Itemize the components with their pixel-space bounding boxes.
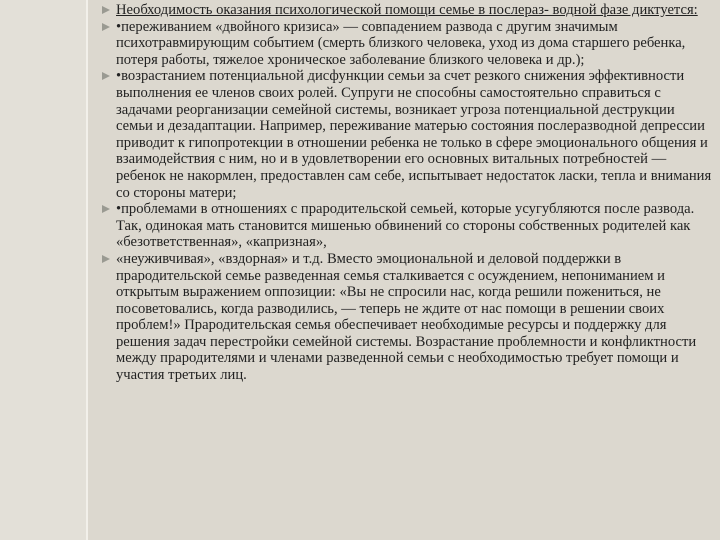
bullet-text-5: «неуживчивая», «вздорная» и т.д. Вместо эмоциональной и деловой поддержки в прародительской семье разведенная семья сталкивается с осуждением, непониманием и открытым выражением оппозиции: «Вы не спросили нас, когда решили пожениться, не посоветовались, когда разводились, — теперь не ждите от нас помощи в решении своих проблем!» Прародительская семья обеспечивает необходимые ресурсы и поддержку для решения задач перестройки семейной системы. Возрастание проблемности и конфликтности между прародителями и членами разведенной семьи с необходимостью требует помощи и участия третьих лиц. <box>116 250 697 384</box>
left-margin-band <box>0 0 86 540</box>
vertical-divider <box>86 0 88 540</box>
arrow-bullet-icon <box>102 255 110 263</box>
bullet-item-5 <box>102 251 714 384</box>
arrow-bullet-icon <box>102 6 110 14</box>
arrow-bullet-icon <box>102 23 110 31</box>
bullet-item-4 <box>102 201 714 251</box>
bullet-item-1 <box>102 2 714 19</box>
bullet-text-3: •возрастанием потенциальной дисфункции семьи за счет резкого снижения эффективности выполнения ее членов своих ролей. Супруги не способны самостоятельно справиться с задачами реорганизации семейной системы, возникает угроза потенциальной деструкции семьи и дезадаптации. Например, переживание матерью состояния послеразводной депрессии приводит к гипопротекции в отношении ребенка не только в сфере эмоционального общения и взаимодействия с ним, но и в удовлетворении его основных витальных потребностей — ребенок не накормлен, предоставлен сам себе, испытывает недостаток ласки, тепла и внимания со стороны матери; <box>116 68 712 201</box>
bullet-text-2: •переживанием «двойного кризиса» — совпадением развода с другим значимым психотравмирующим событием (смерть близкого человека, уход из дома старшего ребенка, потеря работы, тяжелое хроническое заболевание близкого человека и др.); <box>116 18 686 68</box>
bullet-item-3 <box>102 68 714 201</box>
bullet-text-4: •проблемами в отношениях с прародительской семьей, которые усугубляются после развода. Так, одинокая мать становится мишенью обвинений со стороны собственных родителей как «безответственная», «капризная», <box>116 201 695 251</box>
bullet-text-1: Необходимость оказания психологической помощи семье в послераз- водной фазе диктуется: <box>116 2 698 18</box>
arrow-bullet-icon <box>102 205 110 213</box>
bullet-list <box>102 2 714 384</box>
arrow-bullet-icon <box>102 72 110 80</box>
bullet-item-2 <box>102 19 714 69</box>
